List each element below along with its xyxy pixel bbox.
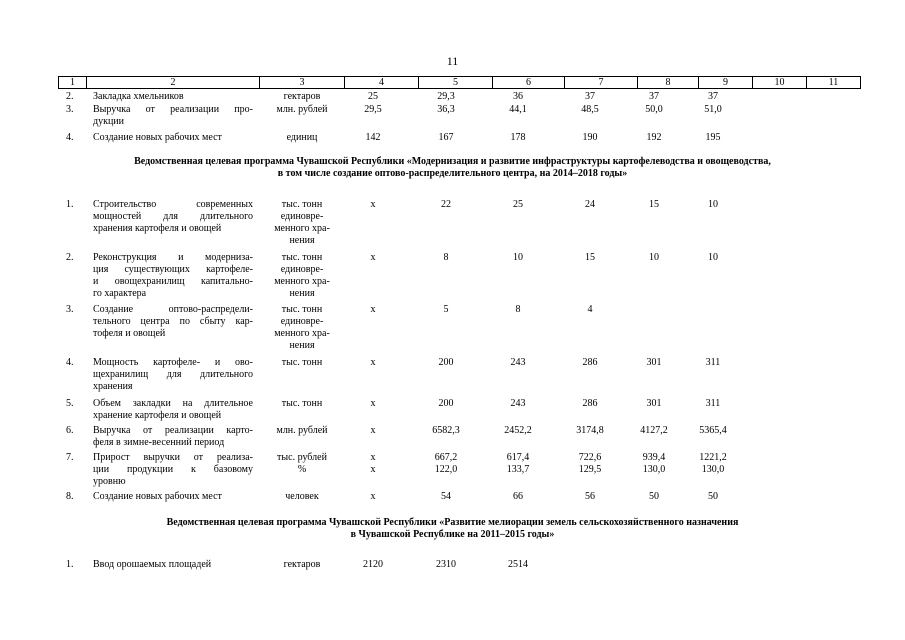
value-col-4: 25 <box>368 91 378 102</box>
value-col-6: 617,4 133,7 <box>506 452 530 475</box>
value-col-4: х <box>370 304 376 315</box>
value-col-7: 4 <box>587 304 593 315</box>
value-col-9: 10 <box>708 199 718 210</box>
value-col-6: 2514 <box>508 559 528 570</box>
value-col-6: 178 <box>510 132 526 143</box>
indicator-name: Создание новых рабочих мест <box>93 132 222 143</box>
value-col-8: 10 <box>649 252 659 263</box>
indicator-name: Мощность картофеле- и ово- щехранилищ для длительного хранения <box>93 357 253 392</box>
value-col-8: 50 <box>649 491 659 502</box>
unit: человек <box>285 491 319 502</box>
value-col-6: 44,1 <box>509 104 527 115</box>
value-col-7: 24 <box>585 199 595 210</box>
value-col-8: 939,4 130,0 <box>642 452 666 475</box>
column-header-3: 3 <box>260 77 345 89</box>
value-col-6: 66 <box>513 491 523 502</box>
unit: млн. рублей <box>276 104 328 115</box>
value-col-4: х <box>370 199 376 210</box>
indicator-name: Выручка от реализации про- дукции <box>93 104 253 127</box>
unit: тыс. тонн единовре- менного хра- нения <box>274 199 330 246</box>
row-number: 2. <box>66 252 74 263</box>
unit: млн. рублей <box>276 425 328 436</box>
column-header-6: 6 <box>493 77 565 89</box>
column-header-row <box>59 77 861 89</box>
column-header-1: 1 <box>59 77 87 89</box>
row-number: 1. <box>66 199 74 210</box>
row-number: 4. <box>66 132 74 143</box>
value-col-7: 37 <box>585 91 595 102</box>
value-col-4: х <box>370 357 376 368</box>
value-col-7: 56 <box>585 491 595 502</box>
value-col-6: 243 <box>510 357 526 368</box>
unit: гектаров <box>283 559 321 570</box>
row-number: 5. <box>66 398 74 409</box>
row-number: 4. <box>66 357 74 368</box>
unit: тыс. тонн единовре- менного хра- нения <box>274 304 330 351</box>
value-col-4: х <box>370 491 376 502</box>
row-number: 7. <box>66 452 74 463</box>
indicator-name: Прирост выручки от реализа- ции продукции к базовому уровню <box>93 452 253 487</box>
indicator-name: Ввод орошаемых площадей <box>93 559 212 570</box>
value-col-9: 50 <box>708 491 718 502</box>
value-col-5: 200 <box>438 357 454 368</box>
value-col-8: 50,0 <box>645 104 663 115</box>
value-col-7: 48,5 <box>581 104 599 115</box>
column-header-9: 9 <box>699 77 753 89</box>
unit: тыс. тонн единовре- менного хра- нения <box>274 252 330 299</box>
unit: гектаров <box>283 91 321 102</box>
value-col-9: 5365,4 <box>699 425 727 436</box>
value-col-5: 22 <box>441 199 451 210</box>
indicator-name: Выручка от реализации карто- феля в зимне-весенний период <box>93 425 253 448</box>
value-col-9: 195 <box>705 132 721 143</box>
value-col-7: 286 <box>582 357 598 368</box>
row-number: 3. <box>66 304 74 315</box>
value-col-6: 8 <box>515 304 521 315</box>
value-col-5: 200 <box>438 398 454 409</box>
row-number: 1. <box>66 559 74 570</box>
row-number: 6. <box>66 425 74 436</box>
value-col-7: 722,6 129,5 <box>578 452 602 475</box>
indicator-name: Создание оптово-распредели- тельного центра по сбыту кар- тофеля и овощей <box>93 304 253 339</box>
value-col-4: х х <box>370 452 376 475</box>
value-col-8: 301 <box>646 398 662 409</box>
row-number: 3. <box>66 104 74 115</box>
value-col-5: 167 <box>438 132 454 143</box>
column-header-table <box>58 76 861 89</box>
value-col-7: 3174,8 <box>576 425 604 436</box>
value-col-5: 6582,3 <box>432 425 460 436</box>
unit: тыс. тонн <box>281 357 323 368</box>
value-col-4: х <box>370 398 376 409</box>
indicator-name: Закладка хмельников <box>93 91 184 102</box>
section-title: Ведомственная целевая программа Чувашской Республики «Модернизация и развитие инфраструктуры картофелеводства и овощеводства, в том числе создание оптово-распределительного центра, на 2014–2018 годы» <box>134 156 771 179</box>
value-col-6: 36 <box>513 91 523 102</box>
column-header-5: 5 <box>419 77 493 89</box>
value-col-5: 8 <box>443 252 449 263</box>
value-col-7: 286 <box>582 398 598 409</box>
value-col-5: 2310 <box>436 559 456 570</box>
column-header-2: 2 <box>87 77 260 89</box>
column-header-10: 10 <box>753 77 807 89</box>
value-col-8: 301 <box>646 357 662 368</box>
value-col-6: 10 <box>513 252 523 263</box>
value-col-8: 37 <box>649 91 659 102</box>
value-col-4: х <box>370 425 376 436</box>
value-col-8: 15 <box>649 199 659 210</box>
value-col-5: 667,2 122,0 <box>434 452 458 475</box>
value-col-7: 190 <box>582 132 598 143</box>
indicator-name: Строительство современных мощностей для длительного хранения картофеля и овощей <box>93 199 253 234</box>
value-col-7: 15 <box>585 252 595 263</box>
row-number: 2. <box>66 91 74 102</box>
unit: тыс. рублей % <box>277 452 327 475</box>
value-col-4: 29,5 <box>364 104 382 115</box>
value-col-6: 2452,2 <box>504 425 532 436</box>
page-number: 11 <box>446 54 459 68</box>
value-col-5: 5 <box>443 304 449 315</box>
section-title: Ведомственная целевая программа Чувашской Республики «Развитие мелиорации земель сельскохозяйственного назначения в Чувашской Республике на 2011–2015 годы» <box>166 517 739 540</box>
indicator-name: Создание новых рабочих мест <box>93 491 222 502</box>
value-col-9: 1221,2 130,0 <box>699 452 727 475</box>
indicator-name: Реконструкция и модерниза- ция существующих картофеле- и овощехранилищ капитально- го характера <box>93 252 253 299</box>
value-col-9: 37 <box>708 91 718 102</box>
value-col-8: 4127,2 <box>640 425 668 436</box>
value-col-4: 2120 <box>363 559 383 570</box>
value-col-9: 51,0 <box>704 104 722 115</box>
column-header-7: 7 <box>565 77 638 89</box>
value-col-6: 25 <box>513 199 523 210</box>
indicator-name: Объем закладки на длительное хранение картофеля и овощей <box>93 398 253 421</box>
value-col-5: 54 <box>441 491 451 502</box>
value-col-9: 10 <box>708 252 718 263</box>
column-header-11: 11 <box>807 77 861 89</box>
unit: единиц <box>286 132 318 143</box>
value-col-4: 142 <box>365 132 381 143</box>
row-number: 8. <box>66 491 74 502</box>
value-col-8: 192 <box>646 132 662 143</box>
value-col-4: х <box>370 252 376 263</box>
column-header-8: 8 <box>638 77 699 89</box>
value-col-5: 36,3 <box>437 104 455 115</box>
value-col-9: 311 <box>705 357 721 368</box>
value-col-9: 311 <box>705 398 721 409</box>
unit: тыс. тонн <box>281 398 323 409</box>
value-col-6: 243 <box>510 398 526 409</box>
column-header-4: 4 <box>345 77 419 89</box>
value-col-5: 29,3 <box>437 91 455 102</box>
